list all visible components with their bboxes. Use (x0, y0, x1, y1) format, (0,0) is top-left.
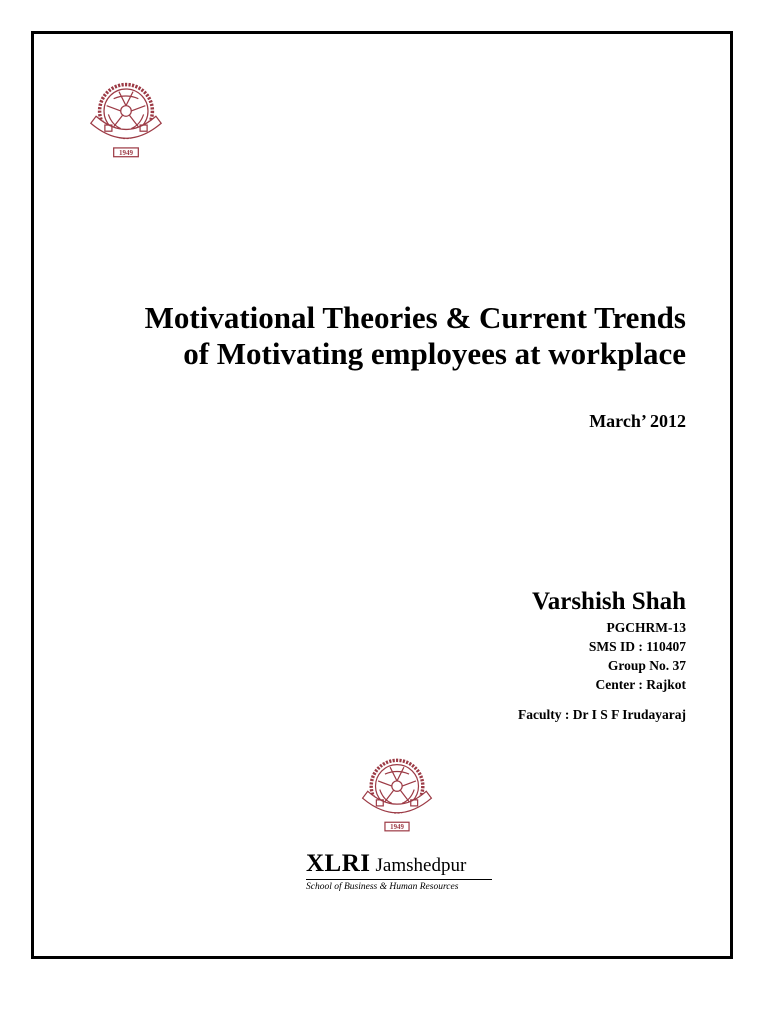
xlri-seal-icon (354, 750, 440, 836)
seal-year: 1949 (390, 824, 404, 832)
title-line-2: of Motivating employees at workplace (183, 336, 686, 371)
author-name: Varshish Shah (531, 588, 686, 615)
institution-logo (306, 850, 496, 892)
author-group: Group No. 37 (607, 658, 686, 673)
author-center: Center : Rajkot (595, 677, 686, 692)
institution-name: XLRI (306, 850, 371, 877)
author-sms-id: SMS ID : 110407 (588, 639, 686, 654)
author-details (589, 618, 686, 694)
document-title (66, 300, 686, 372)
seal-year: 1949 (118, 148, 134, 157)
faculty-name: Faculty : Dr I S F Irudayaraj (518, 707, 686, 722)
author-program: PGCHRM-13 (606, 620, 686, 635)
title-line-1: Motivational Theories & Current Trends (144, 300, 686, 335)
institution-tagline: School of Business & Human Resources (306, 882, 459, 892)
xlri-seal-icon (82, 73, 170, 163)
document-date: March’ 2012 (589, 411, 686, 431)
institution-city: Jamshedpur (375, 855, 467, 876)
logo-divider (306, 879, 492, 880)
